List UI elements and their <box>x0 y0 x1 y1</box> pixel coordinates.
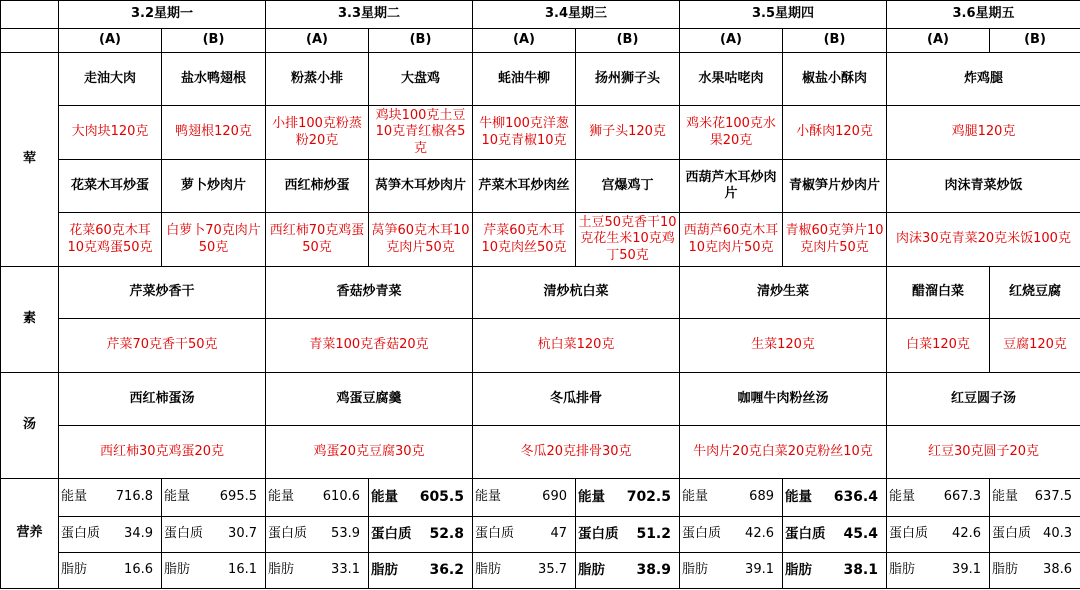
nutrition-label: 蛋白质 <box>61 526 101 542</box>
ingredient-text: 生菜120克 <box>680 319 887 373</box>
nutrition-value: 667.3 <box>943 489 981 505</box>
ingredient-text: 鸡腿120克 <box>887 106 1080 160</box>
nutrition-value: 51.2 <box>636 525 671 542</box>
dish-name: 水果咕咾肉 <box>680 53 783 106</box>
nutrition-label: 蛋白质 <box>268 526 308 542</box>
nutrition-cell <box>473 479 576 517</box>
day-header-row <box>1 1 1080 29</box>
nutrition-label: 能量 <box>371 488 398 505</box>
nutrition-value: 30.7 <box>228 526 257 542</box>
dish-name: 炸鸡腿 <box>887 53 1080 106</box>
option-b-header: (B) <box>783 29 887 53</box>
nutrition-value: 38.6 <box>1043 562 1072 578</box>
nutrition-cell <box>783 517 887 553</box>
category-soup: 汤 <box>1 373 59 479</box>
ingredient-text: 牛肉片20克白菜20克粉丝10克 <box>680 426 887 479</box>
nutrition-label: 蛋白质 <box>475 526 515 542</box>
dish-name: 宫爆鸡丁 <box>576 160 680 213</box>
nutrition-label: 能量 <box>268 489 295 505</box>
corner-cell <box>1 29 59 53</box>
soup-ingredient-row <box>1 426 1080 479</box>
nutrition-value: 39.1 <box>745 562 774 578</box>
dish-name: 萝卜炒肉片 <box>162 160 266 213</box>
nutrition-value: 34.9 <box>124 526 153 542</box>
nutrition-cell <box>369 553 473 589</box>
nutrition-label: 脂肪 <box>268 562 295 578</box>
ingredient-text: 芹菜70克香干50克 <box>59 319 266 373</box>
nutrition-cell <box>59 553 162 589</box>
nutrition-cell <box>369 479 473 517</box>
nutrition-value: 39.1 <box>952 562 981 578</box>
day-header: 3.3星期二 <box>266 1 473 29</box>
nutrition-value: 690 <box>542 489 567 505</box>
nutrition-label: 蛋白质 <box>785 525 826 542</box>
nutrition-label: 脂肪 <box>682 562 709 578</box>
nutrition-label: 蛋白质 <box>992 526 1032 542</box>
option-a-header: (A) <box>59 29 162 53</box>
nutrition-label: 能量 <box>578 488 605 505</box>
ingredient-text: 小排100克粉蒸粉20克 <box>266 106 369 160</box>
nutrition-cell <box>990 479 1080 517</box>
nutrition-label: 能量 <box>164 489 191 505</box>
nutrition-value: 695.5 <box>219 489 257 505</box>
nutrition-cell <box>162 553 266 589</box>
nutrition-label: 能量 <box>475 489 502 505</box>
ingredient-text: 白菜120克 <box>887 319 990 373</box>
ingredient-text: 红豆30克圆子20克 <box>887 426 1080 479</box>
dish-name: 醋溜白菜 <box>887 267 990 319</box>
nutrition-label: 脂肪 <box>578 561 605 578</box>
option-b-header: (B) <box>576 29 680 53</box>
nutrition-protein-row <box>1 517 1080 553</box>
nutrition-cell <box>266 517 369 553</box>
dish-name: 芹菜木耳炒肉丝 <box>473 160 576 213</box>
meat-ingredient-row-1 <box>1 106 1080 160</box>
nutrition-cell <box>783 479 887 517</box>
ingredient-text: 花菜60克木耳10克鸡蛋50克 <box>59 213 162 267</box>
nutrition-fat-row <box>1 553 1080 589</box>
category-veg: 素 <box>1 267 59 373</box>
nutrition-label: 蛋白质 <box>578 525 619 542</box>
nutrition-value: 38.9 <box>636 561 671 578</box>
nutrition-value: 702.5 <box>626 488 671 505</box>
nutrition-label: 脂肪 <box>475 562 502 578</box>
dish-name: 红烧豆腐 <box>990 267 1080 319</box>
nutrition-label: 蛋白质 <box>371 525 412 542</box>
ingredient-text: 狮子头120克 <box>576 106 680 160</box>
ingredient-text: 西红柿30克鸡蛋20克 <box>59 426 266 479</box>
nutrition-cell <box>990 553 1080 589</box>
nutrition-value: 16.1 <box>228 562 257 578</box>
nutrition-cell <box>887 517 990 553</box>
dish-name: 走油大肉 <box>59 53 162 106</box>
day-header: 3.2星期一 <box>59 1 266 29</box>
ingredient-text: 青椒60克笋片10克肉片50克 <box>783 213 887 267</box>
dish-name: 西红柿炒蛋 <box>266 160 369 213</box>
nutrition-cell <box>887 553 990 589</box>
nutrition-label: 蛋白质 <box>889 526 929 542</box>
nutrition-value: 36.2 <box>429 561 464 578</box>
day-header: 3.4星期三 <box>473 1 680 29</box>
nutrition-cell <box>59 517 162 553</box>
dish-name: 咖喱牛肉粉丝汤 <box>680 373 887 426</box>
dish-name: 芹菜炒香干 <box>59 267 266 319</box>
nutrition-label: 能量 <box>785 488 812 505</box>
day-header: 3.5星期四 <box>680 1 887 29</box>
ingredient-text: 鸡米花100克水果20克 <box>680 106 783 160</box>
nutrition-value: 689 <box>749 489 774 505</box>
ingredient-text: 芹菜60克木耳10克肉丝50克 <box>473 213 576 267</box>
nutrition-value: 637.5 <box>1034 489 1072 505</box>
nutrition-value: 16.6 <box>124 562 153 578</box>
nutrition-label: 脂肪 <box>785 561 812 578</box>
option-b-header: (B) <box>990 29 1080 53</box>
meat-dish-row-1 <box>1 53 1080 106</box>
option-a-header: (A) <box>680 29 783 53</box>
ingredient-text: 冬瓜20克排骨30克 <box>473 426 680 479</box>
nutrition-value: 42.6 <box>952 526 981 542</box>
ingredient-text: 大肉块120克 <box>59 106 162 160</box>
nutrition-label: 脂肪 <box>889 562 916 578</box>
nutrition-cell <box>266 479 369 517</box>
ingredient-text: 杭白菜120克 <box>473 319 680 373</box>
option-b-header: (B) <box>369 29 473 53</box>
nutrition-value: 35.7 <box>538 562 567 578</box>
option-header-row <box>1 29 1080 53</box>
ingredient-text: 白萝卜70克肉片50克 <box>162 213 266 267</box>
nutrition-cell <box>59 479 162 517</box>
dish-name: 清炒杭白菜 <box>473 267 680 319</box>
dish-name: 大盘鸡 <box>369 53 473 106</box>
nutrition-label: 能量 <box>682 489 709 505</box>
dish-name: 花菜木耳炒蛋 <box>59 160 162 213</box>
day-header: 3.6星期五 <box>887 1 1080 29</box>
nutrition-value: 33.1 <box>331 562 360 578</box>
ingredient-text: 鸭翅根120克 <box>162 106 266 160</box>
meat-dish-row-2 <box>1 160 1080 213</box>
nutrition-label: 脂肪 <box>61 562 88 578</box>
nutrition-cell <box>576 553 680 589</box>
nutrition-value: 52.8 <box>429 525 464 542</box>
nutrition-label: 蛋白质 <box>682 526 722 542</box>
nutrition-cell <box>266 553 369 589</box>
nutrition-label: 能量 <box>61 489 88 505</box>
dish-name: 青椒笋片炒肉片 <box>783 160 887 213</box>
dish-name: 西红柿蛋汤 <box>59 373 266 426</box>
nutrition-label: 能量 <box>889 489 916 505</box>
nutrition-label: 脂肪 <box>371 561 398 578</box>
ingredient-text: 鸡块100克土豆10克青红椒各5克 <box>369 106 473 160</box>
nutrition-cell <box>680 517 783 553</box>
dish-name: 椒盐小酥肉 <box>783 53 887 106</box>
nutrition-cell <box>369 517 473 553</box>
nutrition-cell <box>887 479 990 517</box>
dish-name: 西葫芦木耳炒肉片 <box>680 160 783 213</box>
nutrition-value: 42.6 <box>745 526 774 542</box>
nutrition-value: 53.9 <box>331 526 360 542</box>
nutrition-label: 能量 <box>992 489 1019 505</box>
veg-dish-row <box>1 267 1080 319</box>
meat-ingredient-row-2 <box>1 213 1080 267</box>
ingredient-text: 肉沫30克青菜20克米饭100克 <box>887 213 1080 267</box>
dish-name: 蚝油牛柳 <box>473 53 576 106</box>
nutrition-value: 45.4 <box>843 525 878 542</box>
ingredient-text: 西红柿70克鸡蛋50克 <box>266 213 369 267</box>
dish-name: 鸡蛋豆腐羹 <box>266 373 473 426</box>
nutrition-cell <box>473 553 576 589</box>
option-b-header: (B) <box>162 29 266 53</box>
nutrition-value: 47 <box>550 526 567 542</box>
nutrition-value: 38.1 <box>843 561 878 578</box>
dish-name: 红豆圆子汤 <box>887 373 1080 426</box>
nutrition-cell <box>680 553 783 589</box>
nutrition-cell <box>576 517 680 553</box>
ingredient-text: 小酥肉120克 <box>783 106 887 160</box>
nutrition-label: 蛋白质 <box>164 526 204 542</box>
option-a-header: (A) <box>266 29 369 53</box>
ingredient-text: 豆腐120克 <box>990 319 1080 373</box>
nutrition-value: 636.4 <box>833 488 878 505</box>
nutrition-cell <box>473 517 576 553</box>
nutrition-cell <box>990 517 1080 553</box>
nutrition-value: 716.8 <box>115 489 153 505</box>
dish-name: 粉蒸小排 <box>266 53 369 106</box>
ingredient-text: 牛柳100克洋葱10克青椒10克 <box>473 106 576 160</box>
nutrition-value: 40.3 <box>1043 526 1072 542</box>
nutrition-cell <box>576 479 680 517</box>
nutrition-cell <box>680 479 783 517</box>
ingredient-text: 莴笋60克木耳10克肉片50克 <box>369 213 473 267</box>
nutrition-value: 610.6 <box>322 489 360 505</box>
soup-dish-row <box>1 373 1080 426</box>
option-a-header: (A) <box>473 29 576 53</box>
dish-name: 莴笋木耳炒肉片 <box>369 160 473 213</box>
dish-name: 扬州狮子头 <box>576 53 680 106</box>
dish-name: 冬瓜排骨 <box>473 373 680 426</box>
veg-ingredient-row <box>1 319 1080 373</box>
nutrition-energy-row <box>1 479 1080 517</box>
category-meat: 荤 <box>1 53 59 267</box>
nutrition-cell <box>783 553 887 589</box>
category-nutrition: 营养 <box>1 479 59 589</box>
nutrition-label: 脂肪 <box>992 562 1019 578</box>
dish-name: 清炒生菜 <box>680 267 887 319</box>
ingredient-text: 青菜100克香菇20克 <box>266 319 473 373</box>
nutrition-cell <box>162 479 266 517</box>
dish-name: 香菇炒青菜 <box>266 267 473 319</box>
ingredient-text: 土豆50克香干10克花生米10克鸡丁50克 <box>576 213 680 267</box>
option-a-header: (A) <box>887 29 990 53</box>
ingredient-text: 西葫芦60克木耳10克肉片50克 <box>680 213 783 267</box>
nutrition-value: 605.5 <box>419 488 464 505</box>
ingredient-text: 鸡蛋20克豆腐30克 <box>266 426 473 479</box>
nutrition-label: 脂肪 <box>164 562 191 578</box>
corner-cell <box>1 1 59 29</box>
nutrition-cell <box>162 517 266 553</box>
dish-name: 盐水鸭翅根 <box>162 53 266 106</box>
dish-name: 肉沫青菜炒饭 <box>887 160 1080 213</box>
